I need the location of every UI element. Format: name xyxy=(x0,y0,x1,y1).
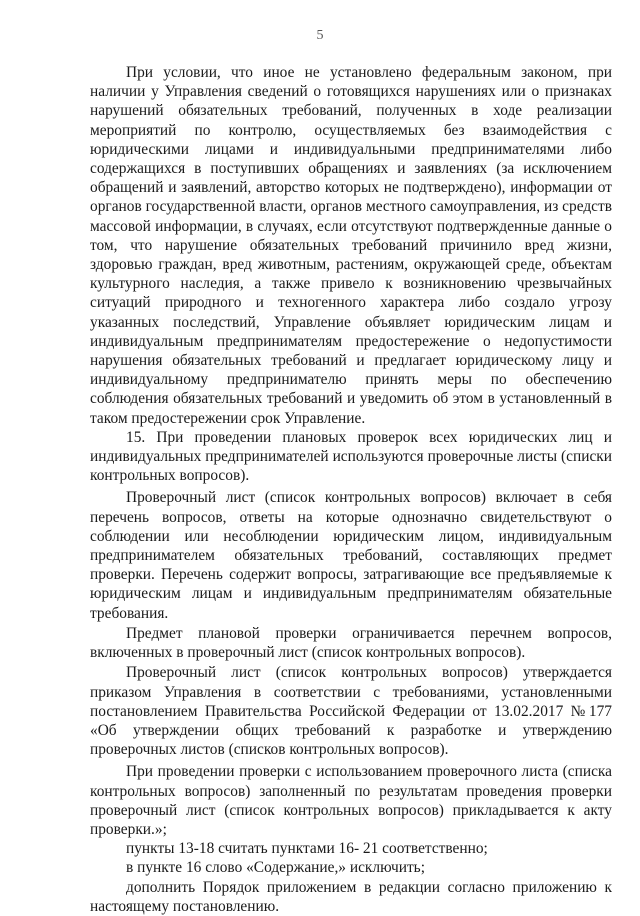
paragraph-item-15: 15. При проведении плановых проверок всех юридических лиц и индивидуальных предпринимателей используются проверочные листы (списки контрольных вопросов). xyxy=(90,428,612,485)
amendment-appendix-addition: дополнить Порядок приложением в редакции согласно приложению к настоящему постановлению. xyxy=(90,878,612,915)
paragraph-checklist-attachment: При проведении проверки с использованием проверочного листа (списка контрольных вопросов) заполненный по результатам проведения проверки проверочный лист (список контрольных вопросов) прикладывается к акту проверки.»; xyxy=(90,763,612,838)
document-body xyxy=(90,63,612,916)
paragraph-checklist-contents: Проверочный лист (список контрольных вопросов) включает в себя перечень вопросов, ответы на которые однозначно свидетельствуют о соблюдении или несоблюдении юридическим лицом, индивидуальным предпринимателем обязательных требований, составляющих предмет проверки. Перечень содержит вопросы, затрагивающие все предъявляемые к юридическим лицам и индивидуальным предпринимателям обязательные требования. xyxy=(90,489,612,622)
page-number: 5 xyxy=(316,28,324,43)
paragraph-warning-procedure: При условии, что иное не установлено федеральным законом, при наличии у Управления сведений о готовящихся нарушениях или о признаках нарушений обязательных требований, полученных в ходе реализации мероприятий по контролю, осуществляемых без взаимодействия с юридическими лицами и индивидуальными предпринимателями либо содержащихся в поступивших обращениях и заявлениях (за исключением обращений и заявлений, авторство которых не подтверждено), информации от органов государственной власти, органов местного самоуправления, из средств массовой информации, в случаях, если отсутствуют подтвержденные данные о том, что нарушение обязательных требований причинило вред жизни, здоровью граждан, вред животным, растениям, окружающей среде, объектам культурного наследия, а также привело к возникновению чрезвычайных ситуаций природного и техногенного характера либо создало угрозу указанных последствий, Управление объявляет юридическим лицам и индивидуальным предпринимателям предостережение о недопустимости нарушения обязательных требований и предлагает юридическому лицу и индивидуальному предпринимателю принять меры по обеспечению соблюдения обязательных требований и уведомить об этом в установленный в таком предостережении срок Управление. xyxy=(90,64,612,427)
amendment-word-removal: в пункте 16 слово «Содержание,» исключить; xyxy=(126,859,425,877)
paragraph-inspection-subject: Предмет плановой проверки ограничивается перечнем вопросов, включенных в проверочный лист (список контрольных вопросов). xyxy=(90,624,612,662)
amendment-renumbering: пункты 13-18 считать пунктами 16- 21 соответственно; xyxy=(126,840,488,858)
paragraph-checklist-approval: Проверочный лист (список контрольных вопросов) утверждается приказом Управления в соответствии с требованиями, установленными постановлением Правительства Российской Федерации от 13.02.2017 №177 «Об утверждении общих требований к разработке и утверждению проверочных листов (списков контрольных вопросов). xyxy=(90,664,612,759)
